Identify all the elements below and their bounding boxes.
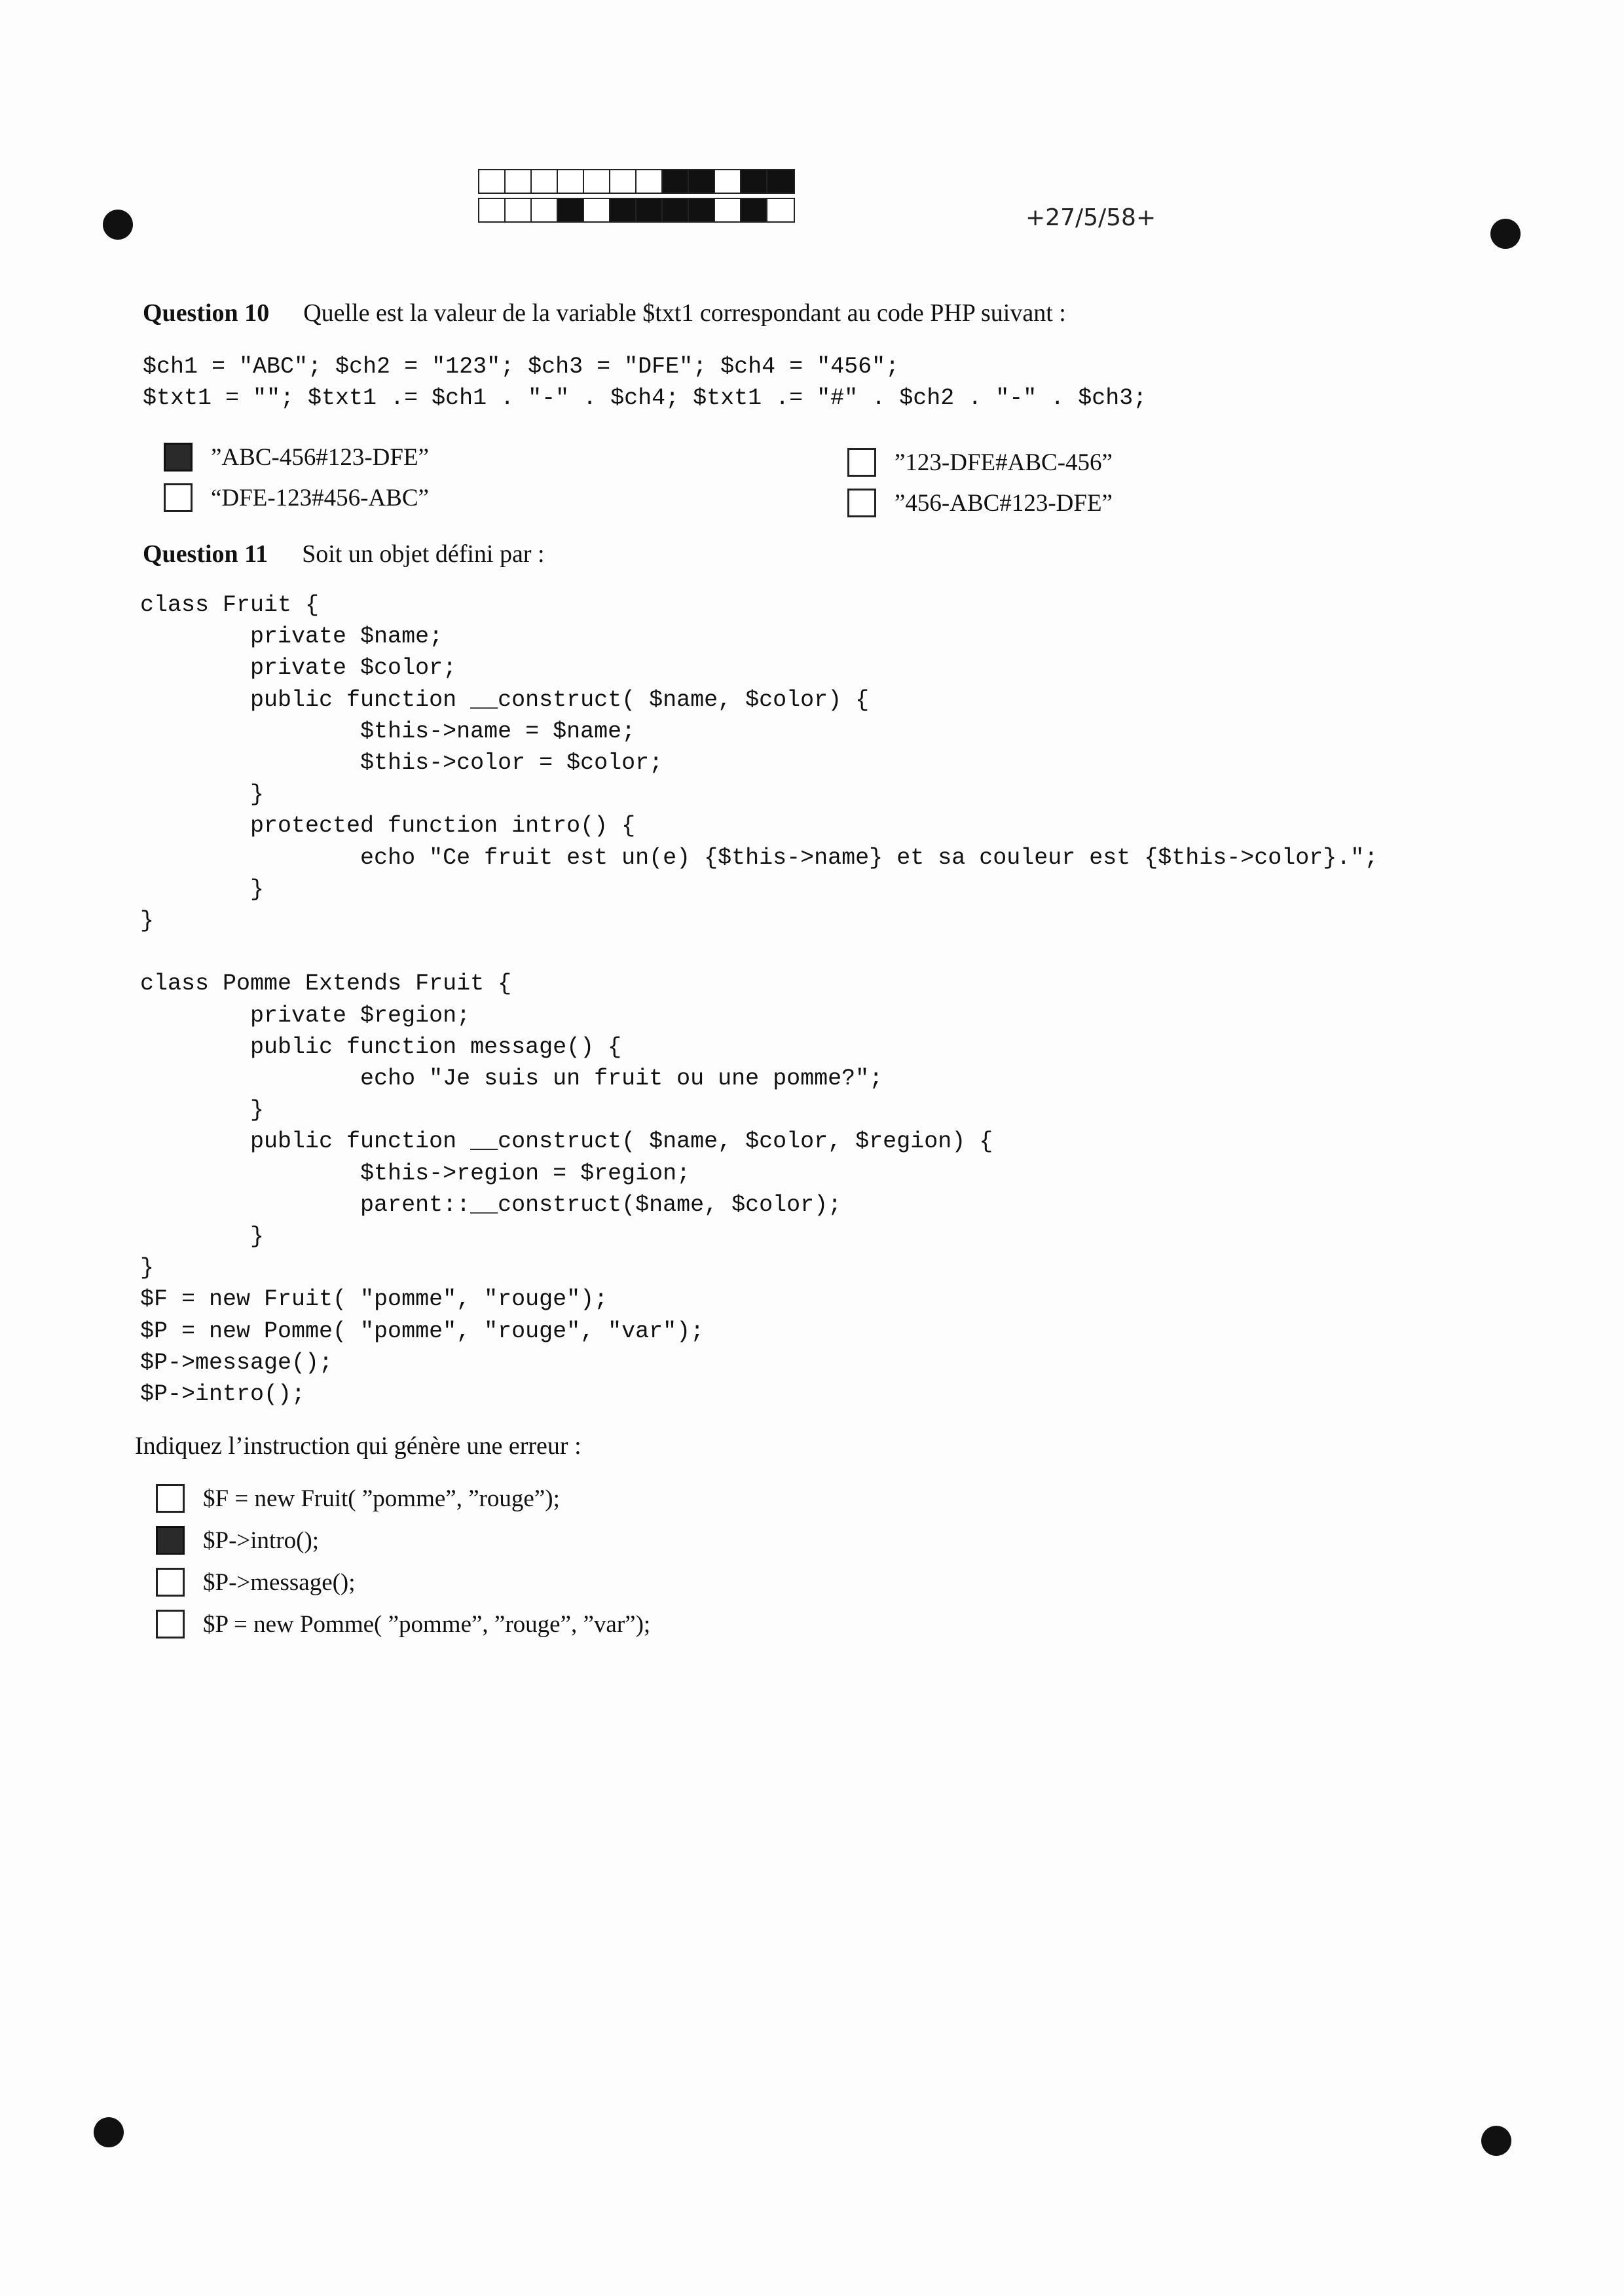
q11-option-a[interactable] [156, 1484, 560, 1513]
q11-option-b[interactable] [156, 1526, 319, 1555]
code-line: } [140, 876, 265, 902]
code-line: class Fruit { [140, 592, 320, 618]
code-line: public function __construct( $name, $color, $region) { [140, 1128, 993, 1155]
code-line: public function __construct( $name, $color) { [140, 687, 870, 713]
code-line: $P->message(); [140, 1350, 333, 1376]
checkbox[interactable] [164, 483, 193, 512]
code-line: } [140, 781, 265, 807]
q11-option-d[interactable] [156, 1610, 650, 1639]
exam-code: +27/5/58+ [1025, 204, 1156, 231]
code-line: private $region; [140, 1003, 471, 1029]
question-11-prompt: Soit un objet défini par : [302, 540, 545, 568]
option-label: ”123-DFE#ABC-456” [895, 449, 1113, 476]
option-label: $P->intro(); [203, 1527, 320, 1554]
question-11-label: Question 11 [143, 540, 268, 568]
checkbox[interactable] [156, 1568, 185, 1597]
question-11-instruction: Indiquez l’instruction qui génère une erreur : [135, 1432, 581, 1460]
code-line: echo "Ce fruit est un(e) {$this->name} et sa couleur est {$this->color}."; [140, 845, 1378, 871]
barcode-cell [741, 170, 767, 193]
option-label: $F = new Fruit( ”pomme”, ”rouge”); [203, 1485, 560, 1512]
barcode-cell [610, 199, 637, 221]
code-line: $P->intro(); [140, 1381, 306, 1407]
code-line: } [140, 1097, 265, 1123]
checkbox[interactable] [847, 448, 876, 477]
checkbox[interactable] [156, 1484, 185, 1513]
registration-mark-top-left [103, 210, 133, 240]
code-line: } [140, 1255, 155, 1281]
checkbox-checked[interactable] [164, 443, 193, 472]
code-line: echo "Je suis un fruit ou une pomme?"; [140, 1065, 883, 1092]
question-10-label: Question 10 [143, 299, 270, 327]
code-line: $F = new Fruit( "pomme", "rouge"); [140, 1286, 608, 1312]
barcode-cell [637, 170, 663, 193]
q10-option-b[interactable] [164, 483, 429, 512]
q10-option-a[interactable] [164, 443, 429, 472]
q10-option-c[interactable] [847, 448, 1113, 477]
code-line: } [140, 908, 155, 934]
barcode-cell [479, 170, 506, 193]
code-line: } [140, 1223, 265, 1250]
code-line: $P = new Pomme( "pomme", "rouge", "var"); [140, 1318, 705, 1344]
code-line: $this->region = $region; [140, 1160, 691, 1187]
barcode-cell [767, 199, 794, 221]
barcode-cell [532, 199, 558, 221]
barcode-cell [506, 199, 532, 221]
barcode-row-1 [478, 169, 795, 194]
barcode-cell [663, 170, 689, 193]
option-label: “DFE-123#456-ABC” [211, 484, 429, 511]
barcode-cell [558, 199, 584, 221]
checkbox-checked[interactable] [156, 1526, 185, 1555]
checkbox[interactable] [847, 489, 876, 517]
option-label: $P->message(); [203, 1568, 356, 1596]
question-11-header [143, 540, 545, 568]
barcode-cell [715, 199, 741, 221]
registration-mark-bottom-left [94, 2117, 124, 2147]
barcode-cell [584, 199, 610, 221]
option-label: ”456-ABC#123-DFE” [895, 489, 1113, 517]
barcode-cell [741, 199, 767, 221]
barcode-cell [532, 170, 558, 193]
barcode-row-2 [478, 198, 795, 223]
code-line: parent::__construct($name, $color); [140, 1192, 842, 1218]
question-10-prompt: Quelle est la valeur de la variable $txt1 correspondant au code PHP suivant : [303, 299, 1066, 327]
code-line: protected function intro() { [140, 813, 636, 839]
barcode-cell [506, 170, 532, 193]
q11-option-c[interactable] [156, 1568, 356, 1597]
barcode-cell [689, 170, 715, 193]
code-line: private $color; [140, 655, 457, 681]
code-line: $txt1 = ""; $txt1 .= $ch1 . "-" . $ch4; $txt1 .= "#" . $ch2 . "-" . $ch3; [143, 385, 1147, 411]
registration-mark-top-right [1490, 219, 1521, 249]
question-10-header [143, 299, 1066, 327]
code-line: private $name; [140, 623, 443, 650]
barcode-cell [584, 170, 610, 193]
code-line: $this->color = $color; [140, 750, 663, 776]
barcode-cell [479, 199, 506, 221]
registration-mark-bottom-right [1481, 2126, 1511, 2156]
barcode-cell [610, 170, 637, 193]
code-line: class Pomme Extends Fruit { [140, 971, 512, 997]
checkbox[interactable] [156, 1610, 185, 1639]
barcode-cell [663, 199, 689, 221]
q10-option-d[interactable] [847, 489, 1113, 517]
barcode-cell [715, 170, 741, 193]
option-label: $P = new Pomme( ”pomme”, ”rouge”, ”var”); [203, 1610, 651, 1638]
barcode-cell [637, 199, 663, 221]
code-line: $this->name = $name; [140, 718, 636, 745]
code-line: $ch1 = "ABC"; $ch2 = "123"; $ch3 = "DFE"; $ch4 = "456"; [143, 354, 900, 380]
code-line: public function message() { [140, 1034, 622, 1060]
barcode-cell [689, 199, 715, 221]
barcode-cell [558, 170, 584, 193]
option-label: ”ABC-456#123-DFE” [211, 443, 429, 471]
barcode-cell [767, 170, 794, 193]
